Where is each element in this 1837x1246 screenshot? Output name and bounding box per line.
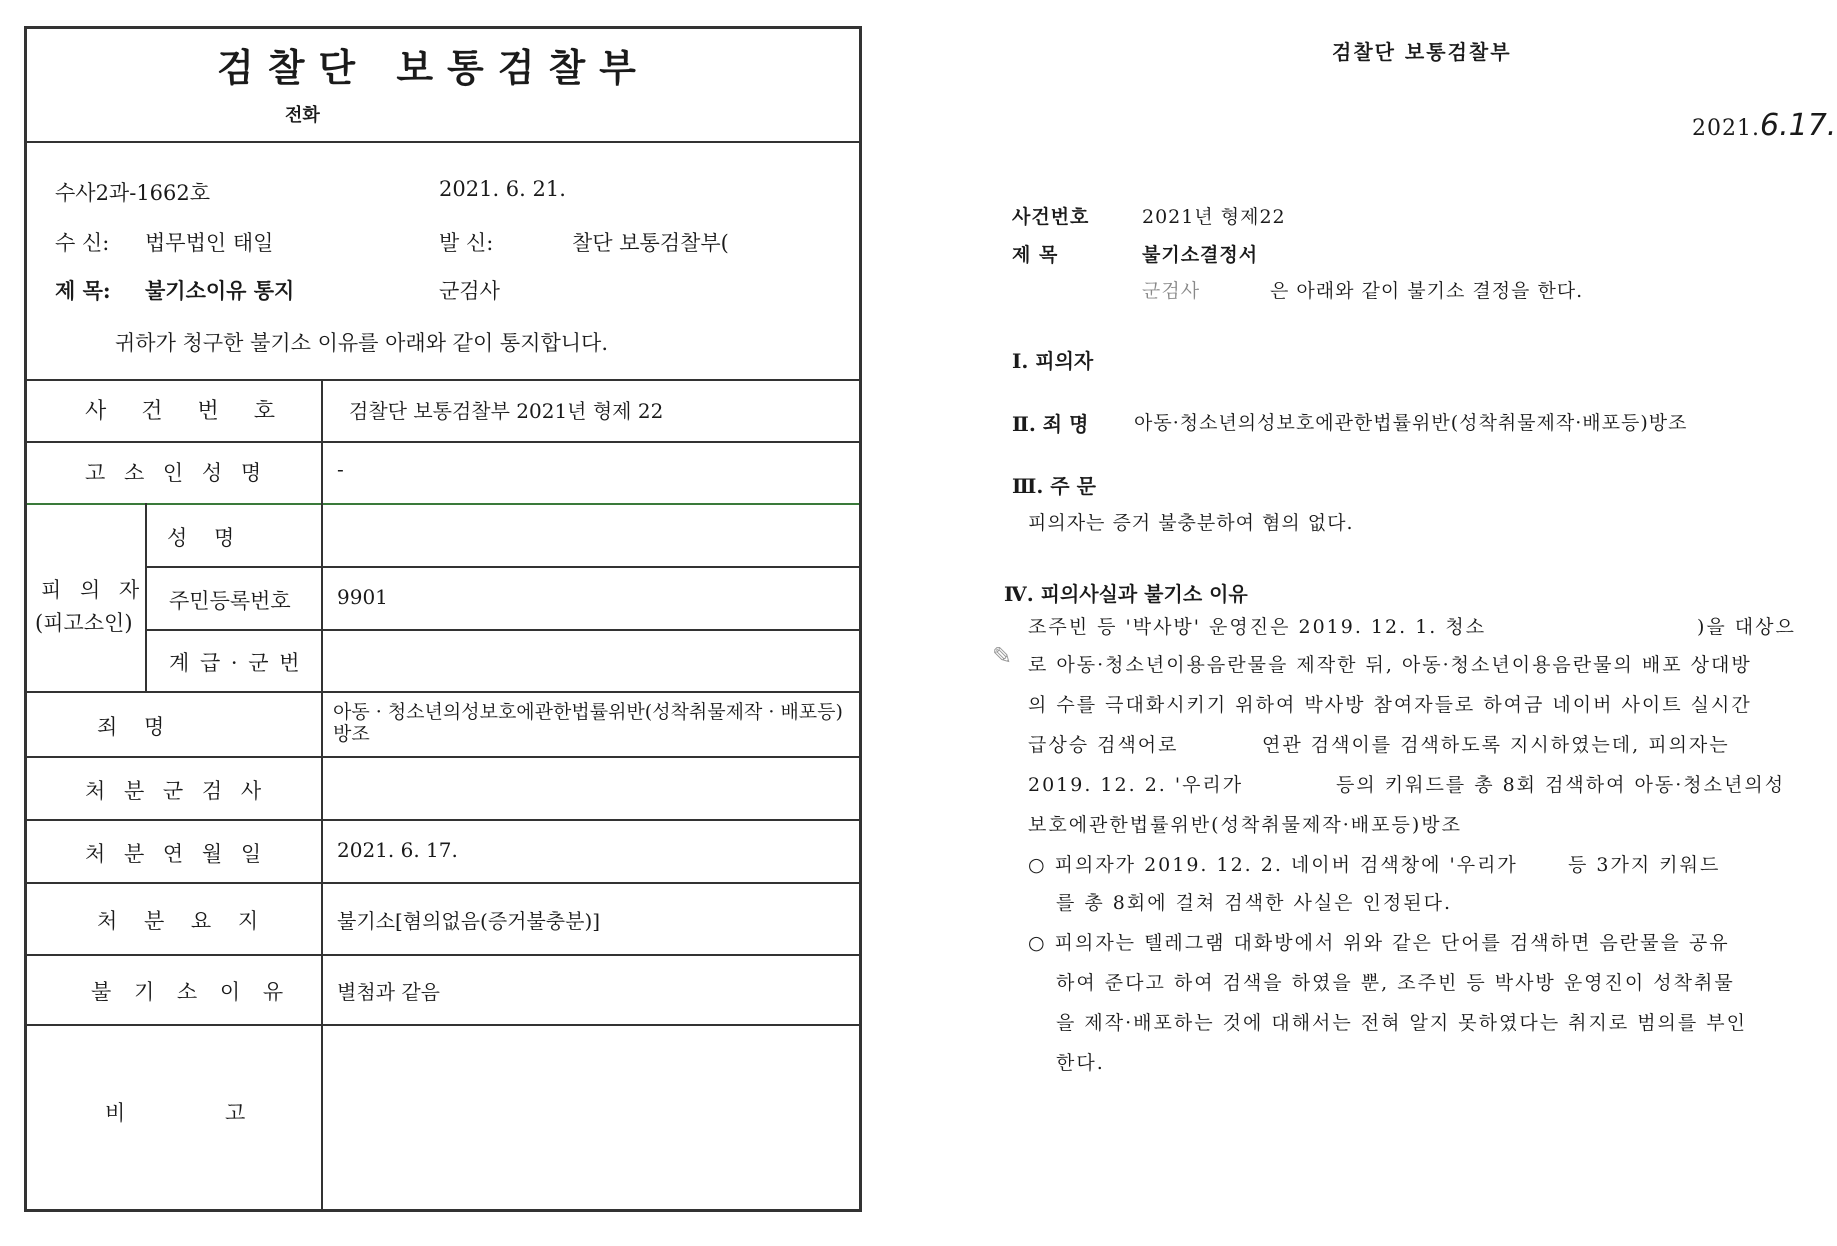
- rrn-value: 9901: [337, 585, 388, 609]
- notice-date: 2021. 6. 21.: [439, 177, 566, 201]
- sender-value: 찰단 보통검찰부(: [572, 231, 729, 255]
- paragraph-line: 의 수를 극대화시키기 위하여 박사방 참여자들로 하여금 네이버 사이트 실시간: [1028, 694, 1752, 716]
- remarks-label-a: 비: [105, 1101, 126, 1125]
- table-line: [27, 882, 859, 884]
- subject-label: 제 목:: [55, 278, 111, 303]
- paragraph-line: 2019. 12. 2. '우리가: [1028, 774, 1244, 796]
- section-charge-value: 아동·청소년의성보호에관한법률위반(성착취물제작·배포등)방조: [1134, 412, 1688, 434]
- disposition-date-label: 처 분 연 월 일: [85, 842, 268, 866]
- paragraph-line: 조주빈 등 '박사방' 운영진은 2019. 12. 1. 청소: [1028, 616, 1487, 638]
- section-suspect: Ⅰ. 피의자: [1012, 349, 1094, 373]
- suspect-label-sub: (피고소인): [35, 611, 133, 635]
- table-line: [145, 566, 859, 568]
- bullet-line: 을 제작·배포하는 것에 대해서는 전혀 알지 못하였다는 취지로 범의를 부인: [1056, 1012, 1748, 1034]
- suspect-label: 피 의 자: [41, 578, 146, 602]
- subject-value: 불기소결정서: [1142, 244, 1259, 266]
- dismissal-notice-form: [24, 26, 862, 1212]
- bullet-line: 하여 준다고 하여 검색을 하였을 뿐, 조주빈 등 박사방 운영진이 성착취물: [1056, 972, 1735, 994]
- case-number-value: 2021년 형제22: [1142, 206, 1286, 228]
- notice-subtitle: 전화: [285, 105, 320, 126]
- charge-label: 죄 명: [97, 715, 175, 739]
- section-order-label: Ⅲ. 주 문: [1012, 474, 1096, 498]
- disposition-summary-value: 불기소[혐의없음(증거불충분)]: [337, 909, 601, 933]
- recipient-value: 법무법인 태일: [145, 231, 274, 255]
- doc-number: 수사2과-1662호: [55, 181, 211, 205]
- remarks-label-b: 고: [225, 1101, 246, 1125]
- bullet-line: ○ 피의자는 텔레그램 대화방에서 위와 같은 단어를 검색하면 음란물을 공유: [1028, 932, 1730, 954]
- paragraph-line: )을 대상으: [1697, 616, 1796, 638]
- paragraph-line: 급상승 검색어로: [1028, 734, 1179, 756]
- table-line: [27, 954, 859, 956]
- complainant-value: -: [337, 457, 344, 481]
- table-line: [27, 691, 859, 693]
- table-line: [27, 503, 859, 505]
- complainant-label: 고 소 인 성 명: [85, 461, 268, 485]
- subject-label: 제 목: [1012, 244, 1059, 266]
- disposition-date-value: 2021. 6. 17.: [337, 838, 458, 862]
- dismissal-decision-document: [992, 30, 1837, 1220]
- recipient-label: 수 신:: [55, 231, 110, 255]
- subject-value: 불기소이유 통지: [145, 278, 295, 303]
- decision-title: 검찰단 보통검찰부: [1332, 40, 1512, 64]
- sender-label: 발 신:: [439, 231, 494, 255]
- case-number-label: 사건번호: [1012, 206, 1090, 228]
- paragraph-line: 등의 키워드를 총 8회 검색하여 아동·청소년의성: [1336, 774, 1786, 796]
- prosecutor-ref: 군검사: [439, 279, 500, 303]
- case-number-value: 검찰단 보통검찰부 2021년 형제 22: [349, 399, 664, 423]
- stamp-mark-icon: ✎: [992, 642, 1013, 670]
- paragraph-line: 보호에관한법률위반(성착취물제작·배포등)방조: [1028, 814, 1462, 836]
- decision-date-handwritten: 6.17.: [1760, 108, 1837, 143]
- paragraph-line: 연관 검색이를 검색하도록 지시하였는데, 피의자는: [1262, 734, 1730, 756]
- charge-value: 아동 · 청소년의성보호에관한법률위반(성착취물제작 · 배포등)방조: [333, 701, 843, 745]
- intro-prefix: 군검사: [1142, 280, 1201, 302]
- section-charge-label: Ⅱ. 죄 명: [1012, 412, 1089, 436]
- name-label: 성 명: [167, 526, 245, 550]
- disposing-prosecutor-label: 처 분 군 검 사: [85, 779, 268, 803]
- notice-sentence: 귀하가 청구한 불기소 이유를 아래와 같이 통지합니다.: [115, 331, 609, 355]
- table-line: [27, 819, 859, 821]
- rank-label: 계 급 · 군 번: [169, 651, 302, 675]
- bullet-line: 등 3가지 키워드: [1568, 854, 1721, 876]
- divider: [27, 141, 859, 143]
- notice-title: 검찰단 보통검찰부: [217, 45, 650, 90]
- section-order-value: 피의자는 증거 불충분하여 혐의 없다.: [1028, 512, 1354, 534]
- table-line: [27, 756, 859, 758]
- case-number-label: 사 건 번 호: [85, 399, 289, 424]
- table-line: [27, 379, 859, 381]
- rrn-label: 주민등록번호: [169, 589, 291, 613]
- bullet-line: ○ 피의자가 2019. 12. 2. 네이버 검색창에 '우리가: [1028, 854, 1518, 876]
- table-line: [27, 1024, 859, 1026]
- table-column-line: [321, 379, 323, 1209]
- table-column-line: [145, 503, 147, 691]
- bullet-line: 한다.: [1056, 1052, 1105, 1074]
- table-line: [145, 629, 859, 631]
- intro-suffix: 은 아래와 같이 불기소 결정을 한다.: [1270, 280, 1584, 302]
- paragraph-line: 로 아동·청소년이용음란물을 제작한 뒤, 아동·청소년이용음란물의 배포 상대방: [1028, 654, 1752, 676]
- decision-date-printed: 2021.: [1692, 116, 1760, 141]
- bullet-line: 를 총 8회에 걸쳐 검색한 사실은 인정된다.: [1056, 892, 1453, 914]
- dismissal-reason-value: 별첨과 같음: [337, 980, 440, 1004]
- dismissal-reason-label: 불 기 소 이 유: [91, 980, 292, 1004]
- table-line: [27, 441, 859, 443]
- section-facts-label: Ⅳ. 피의사실과 불기소 이유: [1004, 582, 1248, 606]
- disposition-summary-label: 처 분 요 지: [97, 909, 269, 933]
